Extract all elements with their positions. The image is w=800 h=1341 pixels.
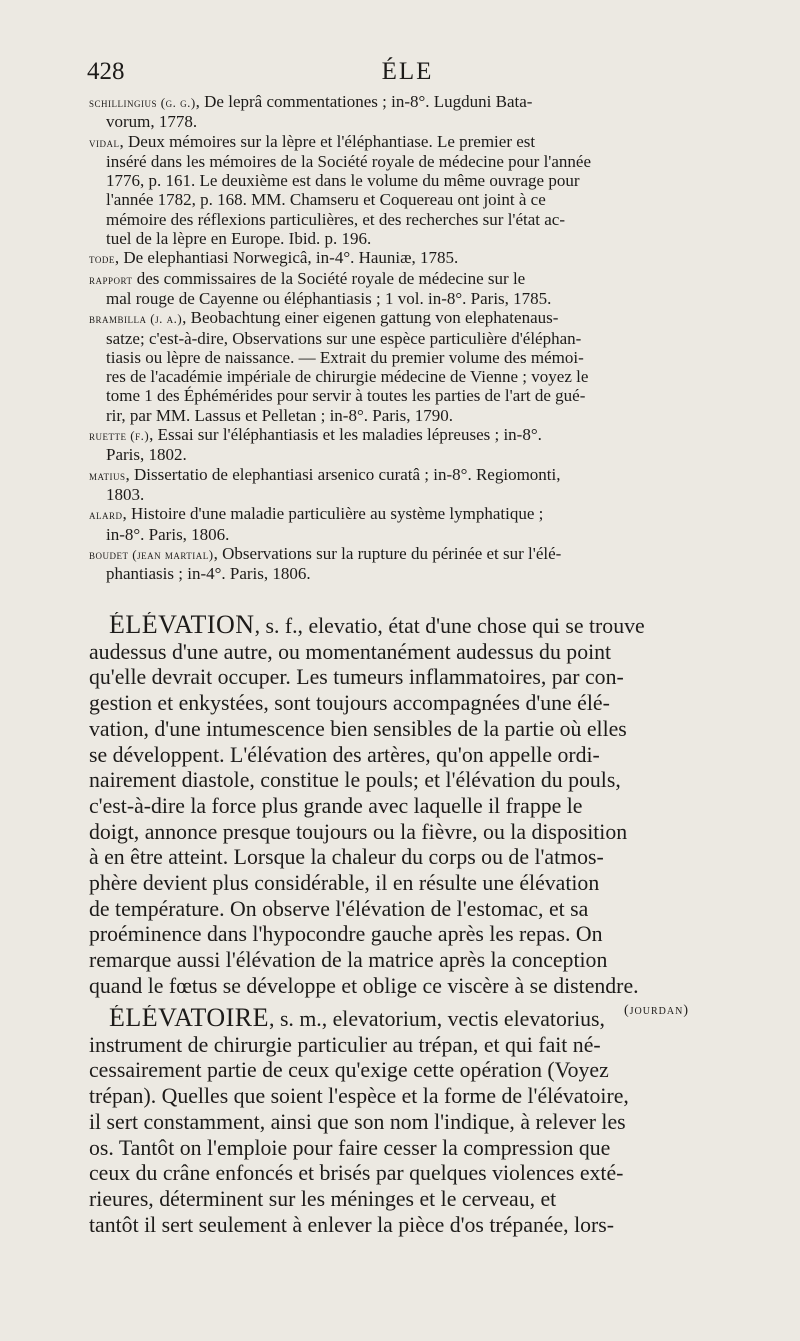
- entry-author: boudet (jean martial): [89, 546, 214, 562]
- entry-first-line: [89, 92, 729, 112]
- article-text-line: qu'elle devrait occuper. Les tumeurs inflammatoires, par con-: [89, 665, 624, 690]
- bibliography-entry: [89, 544, 729, 584]
- entry-first-line: [89, 248, 729, 268]
- article-text-line: il sert constamment, ainsi que son nom l'indique, à relever les: [89, 1109, 626, 1134]
- entry-first-line: [89, 544, 729, 564]
- article-text-line: nairement diastole, constitue le pouls; et l'élévation du pouls,: [89, 768, 621, 793]
- article-text-line: , s. m., elevatorium, vectis elevatorius,: [269, 1007, 605, 1031]
- bibliography-entry: [89, 248, 729, 268]
- article-text-line: tantôt il sert seulement à enlever la pièce d'os trépanée, lors-: [89, 1212, 615, 1237]
- page-header: [87, 58, 728, 92]
- entry-continuation-line: mémoire des réflexions particulières, et des recherches sur l'état ac-: [106, 209, 566, 229]
- article-text-line: phère devient plus considérable, il en résulte une élévation: [89, 871, 600, 896]
- entry-continuation-line: tiasis ou lèpre de naissance. — Extrait du premier volume des mémoi-: [106, 347, 584, 367]
- article-text-line: proéminence dans l'hypocondre gauche après les repas. On: [89, 922, 603, 947]
- entry-author: alard: [89, 507, 123, 523]
- entry-text: , De elephantiasi Norwegicâ, in-4°. Hauniæ, 1785.: [114, 248, 459, 268]
- entry-author: ruette (f.): [89, 428, 150, 444]
- entry-continuation-line: in-8°. Paris, 1806.: [106, 524, 230, 544]
- entry-text: , Histoire d'une maladie particulière au système lymphatique ;: [122, 504, 544, 524]
- article-text-line: rieures, déterminent sur les méninges et le cerveau, et: [89, 1186, 557, 1211]
- entry-continuation-line: inséré dans les mémoires de la Société royale de médecine pour l'année: [106, 151, 592, 171]
- article-text-line: se développent. L'élévation des artères, qu'on appelle ordi-: [89, 742, 600, 767]
- article-text-line: trépan). Quelles que soient l'espèce et la forme de l'élévatoire,: [89, 1084, 629, 1109]
- entry-author: brambilla (j. a.): [89, 311, 183, 327]
- bibliography-entry: [89, 465, 729, 505]
- article-text-line: os. Tantôt on l'emploie pour faire cesser la compression que: [89, 1135, 611, 1160]
- entry-author: tode: [89, 251, 115, 267]
- entry-text: des commissaires de la Société royale de médecine sur le: [132, 268, 526, 288]
- entry-continuation-line: phantiasis ; in-4°. Paris, 1806.: [106, 564, 311, 584]
- article-text-line: ceux du crâne enfoncés et brisés par quelques violences exté-: [89, 1161, 624, 1186]
- entry-first-line: [89, 425, 729, 445]
- bibliography-entry: [89, 504, 729, 544]
- entry-text: , De leprâ commentationes ; in-8°. Lugduni Bata-: [195, 92, 533, 111]
- bibliography-entry: [89, 308, 729, 425]
- article-elevatoire: [89, 1005, 725, 1238]
- entry-continuation-line: satze; c'est-à-dire, Observations sur une espèce particulière d'éléphan-: [106, 328, 582, 348]
- bibliography-entry: [89, 269, 729, 309]
- entry-text: , Essai sur l'éléphantiasis et les maladies lépreuses ; in-8°.: [149, 425, 542, 445]
- article-text-line: à en être atteint. Lorsque la chaleur du corps ou de l'atmos-: [89, 845, 604, 870]
- entry-continuation-line: 1803.: [106, 484, 145, 504]
- entry-author: matius: [89, 467, 126, 483]
- entry-text: , Observations sur la rupture du périnée et sur l'élé-: [213, 543, 562, 563]
- entry-continuation-line: 1776, p. 161. Le deuxième est dans le volume du même ouvrage pour: [106, 171, 580, 191]
- article-text-line: de température. On observe l'élévation de l'estomac, et sa: [89, 896, 589, 921]
- article-elevation: [89, 612, 725, 1022]
- bibliography-entry: [89, 132, 729, 249]
- author-signature: (jourdan): [624, 1002, 689, 1018]
- entry-continuation-line: tuel de la lèpre en Europe. Ibid. p. 196.: [106, 229, 372, 249]
- bibliography-entry: [89, 425, 729, 465]
- entry-first-line: [89, 308, 729, 328]
- entry-continuation-line: l'année 1782, p. 168. MM. Chamseru et Coquereau ont joint à ce: [106, 190, 546, 210]
- entry-text: , Dissertatio de elephantiasi arsenico curatâ ; in-8°. Regiomonti,: [125, 464, 561, 484]
- entry-continuation-line: vorum, 1778.: [106, 112, 198, 132]
- article-text-line: audessus d'une autre, ou momentanément audessus du point: [89, 639, 612, 664]
- article-first-line: [89, 1005, 725, 1033]
- article-first-line: [89, 612, 725, 640]
- article-text-line: remarque aussi l'élévation de la matrice après la conception: [89, 948, 608, 973]
- article-text-line: quand le fœtus se développe et oblige ce viscère à se distendre.: [89, 973, 639, 998]
- article-text-line: doigt, annonce presque toujours ou la fièvre, ou la disposition: [89, 819, 628, 844]
- article-text-line: cessairement partie de ceux qu'exige cette opération (Voyez: [89, 1058, 609, 1083]
- entry-first-line: [89, 132, 729, 152]
- article-text-line: gestion et enkystées, sont toujours accompagnées d'une élé-: [89, 691, 610, 716]
- article-text-line: , s. f., elevatio, état d'une chose qui se trouve: [254, 614, 645, 638]
- entry-text: , Deux mémoires sur la lèpre et l'éléphantiase. Le premier est: [119, 131, 536, 151]
- entry-text: , Beobachtung einer eigenen gattung von elephatenaus-: [182, 308, 559, 328]
- article-text-line: c'est-à-dire la force plus grande avec laquelle il frappe le: [89, 793, 583, 818]
- entry-continuation-line: rir, par MM. Lassus et Pelletan ; in-8°. Paris, 1790.: [106, 405, 454, 425]
- article-text-line: vation, d'une intumescence bien sensibles de la partie où elles: [89, 716, 627, 741]
- entry-continuation-line: res de l'académie impériale de chirurgie médecine de Vienne ; voyez le: [106, 367, 589, 387]
- page-number: 428: [87, 58, 125, 85]
- bibliography-list: [89, 92, 729, 583]
- entry-continuation-line: Paris, 1802.: [106, 445, 187, 465]
- headword: ÉLÉVATION: [109, 612, 255, 639]
- entry-author: rapport: [89, 271, 133, 287]
- article-text-line: instrument de chirurgie particulier au trépan, et qui fait né-: [89, 1032, 601, 1057]
- bibliography-entry: [89, 92, 729, 132]
- entry-author: schillingius (g. g.): [89, 95, 196, 110]
- entry-continuation-line: tome 1 des Éphémérides pour servir à toutes les parties de l'art de gué-: [106, 386, 586, 406]
- headword: ÉLÉVATOIRE: [109, 1005, 270, 1032]
- entry-author: vidal: [89, 134, 120, 150]
- entry-first-line: [89, 269, 729, 289]
- entry-first-line: [89, 504, 729, 524]
- running-head: ÉLE: [381, 58, 434, 85]
- entry-first-line: [89, 465, 729, 485]
- entry-continuation-line: mal rouge de Cayenne ou éléphantiasis ; 1 vol. in-8°. Paris, 1785.: [106, 288, 552, 308]
